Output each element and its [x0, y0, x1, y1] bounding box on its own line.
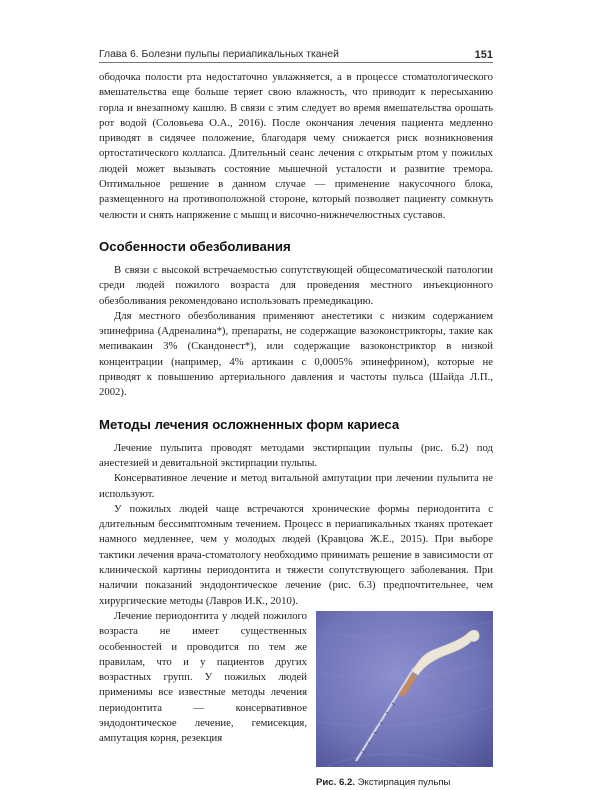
running-header: [99, 47, 493, 63]
paragraph: В связи с высокой встречаемостью сопутствующей общесоматической патологии среди людей пожилого возраста для проведения местного инъекционного обезболивания рекомендовано использовать премедикацию.: [99, 263, 493, 307]
pulp-extirpation-photo: [316, 611, 493, 767]
paragraph: ободочка полости рта недостаточно увлажняется, а в процессе стоматологического вмешательства еще больше теряет свою влажность, что приводит к пересыханию горла и внезапному кашлю. В связи с этим следует во время вмешательства орошать рот водой (Соловьева О.А., 2016). После окончания лечения пациента медленно приводят в сидячее положение, благодаря чему снижается риск возникновения ортостатического коллапса. Длительный сеанс лечения с открытым ртом у пожилых людей может вызывать состояние мышечной усталости и развитие тремора. Оптимальное решение в данном случае — применение накусочного блока, размещенного на противоположной стороне, который позволяет пациенту сомкнуть челюсти и снять напряжение с мышц и височно-нижнечелюстных суставов.: [99, 71, 493, 221]
figure-label: Рис. 6.2.: [316, 776, 355, 788]
figure-caption: [316, 776, 493, 790]
paragraph: Для местного обезболивания применяют анестетики с низким содержанием эпинефрина (Адреналина*), препараты, не содержащие вазоконстрикторы, такие как мепивакаин 3% (Скандонест*), или содержащие вазоконстриктор в низкой концентрации (например, 4% артикаин с 0,0005% эпинефрином), которые не приводят к повышению артериального давления и частоты пульса (Шайда Л.П., 2002).: [99, 309, 493, 399]
paragraph: Лечение пульпита проводят методами экстирпации пульпы (рис. 6.2) под анестезией и девитальной экстирпации пульпы.: [99, 441, 493, 469]
header-divider: [99, 62, 493, 63]
text-with-figure: [99, 502, 493, 788]
paragraph: Лечение периодонтита у людей пожилого возраста не имеет существенных особенностей и проводится по тем же правилам, что и у пациентов других возрастных групп. У пожилых людей применимы все известные методы лечения периодонтита — консервативное эндодонтическое лечение, гемисекция, ампутация корня, резекция: [99, 609, 307, 745]
section-heading-anesthesia: Особенности обезболивания: [99, 238, 291, 254]
figure-6-2: [316, 611, 493, 790]
chapter-title: Глава 6. Болезни пульпы периапикальных тканей: [99, 49, 339, 60]
page-number: 151: [474, 49, 493, 61]
figure-caption-text: Экстирпация пульпы: [357, 776, 451, 788]
page-body: [99, 70, 493, 790]
paragraph: У пожилых людей чаще встречаются хронические формы периодонтита с длительным бессимптомным течением. Процесс в периапикальных тканях протекает намного медленнее, чем у молодых людей (Кравцова Ж.Е., 2015). При выборе тактики лечения врача-стоматологу необходимо принимать решение в зависимости от клинической картины периодонтита и тяжести сопутствующего заболевания. При наличии показаний эндодонтическое лечение (рис. 6.3) предпочтительнее, чем хирургические методы (Лавров И.К., 2010).: [99, 502, 493, 607]
section-heading-treatment: Методы лечения осложненных форм кариеса: [99, 416, 400, 432]
paragraph: Консервативное лечение и метод витальной ампутации при лечении пульпита не используют.: [99, 472, 493, 500]
